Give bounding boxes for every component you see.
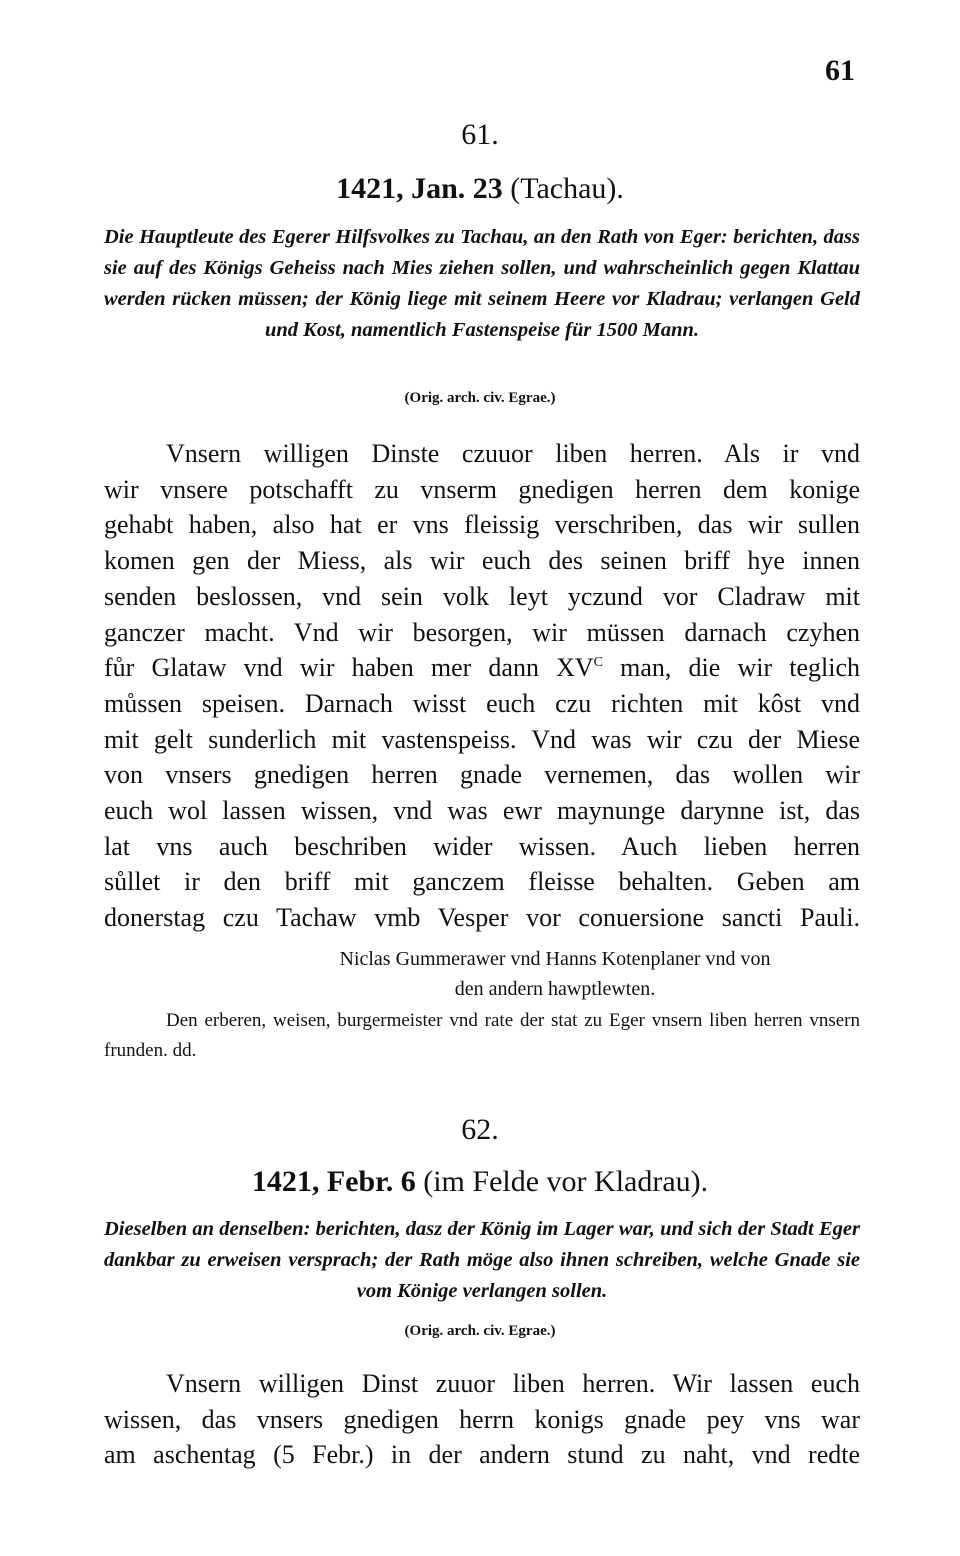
body-line: senden beslossen, vnd sein volk leyt yczund vor Cladraw mit [104, 581, 860, 611]
body-line: von vnsers gnedigen herren gnade vernemen, das wollen wir [104, 760, 860, 790]
letter-body [104, 1366, 860, 1473]
body-line: Vnsern willigen Dinste czuuor liben herren. Als ir vnd [166, 439, 860, 468]
signature-line: Niclas Gummerawer vnd Hanns Kotenplaner vnd von [339, 948, 771, 970]
body-line: komen gen der Miess, als wir euch des seinen briff hye innen [104, 546, 860, 576]
body-line [104, 650, 860, 686]
body-line: euch wol lassen wissen, vnd was ewr maynunge darynne ist, das [104, 796, 860, 826]
body-line: gehabt haben, also hat er vns fleissig verschriben, das wir sullen [104, 510, 860, 540]
superscript: C [593, 655, 603, 671]
document-number: 62. [461, 1113, 499, 1146]
signature-line: den andern hawptlewten. [454, 978, 656, 1000]
body-line: wissen, das vnsers gnedigen herrn konigs gnade pey vns war [104, 1404, 860, 1434]
body-line: am aschentag (5 Febr.) in der andern stund zu naht, vnd redte [104, 1440, 860, 1470]
source-note: (Orig. arch. civ. Egrae.) [404, 1323, 556, 1339]
body-line: sůllet ir den briff mit ganczem fleisse behalten. Geben am [104, 867, 860, 897]
source-note: (Orig. arch. civ. Egrae.) [404, 390, 556, 406]
document-date [0, 1165, 960, 1199]
signature [270, 944, 840, 1004]
body-line: donerstag czu Tachaw vmb Vesper vor conuersione sancti Pauli. [104, 903, 860, 933]
page-number: 61 [825, 54, 855, 87]
address: Den erberen, weisen, burgermeister vnd rate der stat zu Eger vnsern liben herren vnsern frunden. dd. [104, 1010, 860, 1061]
body-line: lat vns auch beschriben wider wissen. Auch lieben herren [104, 831, 860, 861]
date-place: (im Felde vor Kladrau). [415, 1165, 709, 1198]
body-line: wir vnsere potschafft zu vnserm gnedigen herren dem konige [104, 474, 860, 504]
body-line: Vnsern willigen Dinst zuuor liben herren. Wir lassen euch [166, 1369, 860, 1398]
date-bold: 1421, Jan. 23 [336, 172, 503, 205]
body-line-text: man, die wir teglich [603, 653, 861, 683]
body-line: ganczer macht. Vnd wir besorgen, wir müssen darnach czyhen [104, 617, 860, 647]
date-place: (Tachau). [502, 172, 624, 205]
document-number: 61. [461, 118, 499, 151]
regest-summary: Dieselben an denselben: berichten, dasz der König im Lager war, und sich der Stadt Eger dankbar zu erweisen versprach; der Rath möge also ihnen schreiben, welche Gnade sie vom Könige verlangen sollen. [104, 1218, 860, 1302]
body-line: můssen speisen. Darnach wisst euch czu richten mit kôst vnd [104, 688, 860, 718]
document-date [0, 172, 960, 206]
regest-summary: Die Hauptleute des Egerer Hilfsvolkes zu Tachau, an den Rath von Eger: berichten, dass sie auf des Königs Geheiss nach Mies ziehen sollen, und wahrscheinlich gegen Klattau werden rücken müssen; der König liege mit seinem Heere vor Kladrau; verlangen Geld und Kost, namentlich Fastenspeise für 1500 Mann. [104, 226, 860, 341]
body-line: mit gelt sunderlich mit vastenspeiss. Vnd was wir czu der Miese [104, 724, 860, 754]
body-line-text: fůr Glataw vnd wir haben mer dann XV [104, 653, 594, 683]
letter-body [104, 436, 860, 936]
date-bold: 1421, Febr. 6 [251, 1165, 416, 1198]
